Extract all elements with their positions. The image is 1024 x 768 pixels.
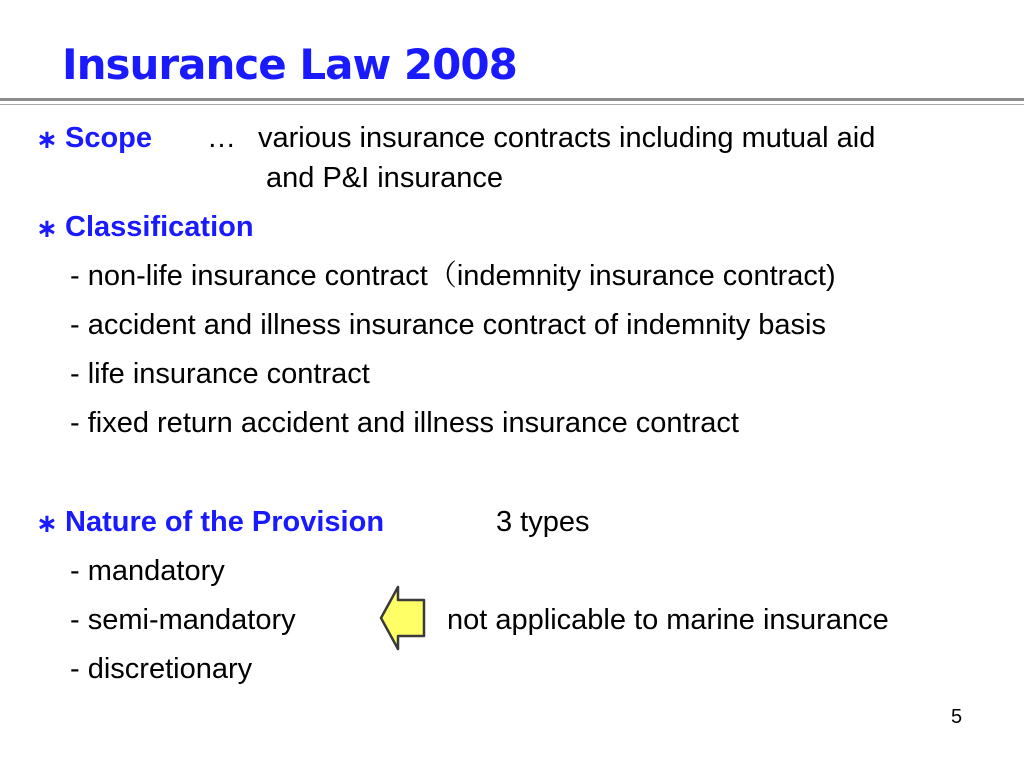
classification-item-fixed-return: - fixed return accident and illness insurance contract — [70, 407, 739, 439]
title-divider — [0, 98, 1024, 101]
provision-item-discretionary: - discretionary — [70, 653, 253, 685]
classification-heading: Classification — [65, 211, 254, 243]
provision-item-semi-mandatory: - semi-mandatory — [70, 604, 296, 636]
provision-note: not applicable to marine insurance — [447, 604, 889, 636]
classification-item-non-life: - non-life insurance contract（indemnity insurance contract) — [70, 260, 836, 292]
slide-title: Insurance Law 2008 — [62, 40, 517, 89]
left-arrow-icon — [378, 583, 428, 653]
provision-item-mandatory: - mandatory — [70, 555, 225, 587]
scope-ellipsis: … — [207, 122, 236, 154]
scope-text-line2: and P&I insurance — [266, 162, 503, 194]
page-number: 5 — [951, 706, 963, 728]
asterisk-bullet-icon: ∗ — [36, 508, 58, 538]
title-divider-thin — [0, 104, 1024, 105]
provision-heading: Nature of the Provision — [65, 506, 385, 538]
classification-item-life: - life insurance contract — [70, 358, 370, 390]
asterisk-bullet-icon: ∗ — [36, 213, 58, 243]
classification-item-accident-indemnity: - accident and illness insurance contract of indemnity basis — [70, 309, 826, 341]
provision-types-label: 3 types — [496, 506, 590, 538]
scope-text-line1: various insurance contracts including mutual aid — [258, 122, 876, 154]
scope-heading: Scope — [65, 122, 153, 154]
asterisk-bullet-icon: ∗ — [36, 124, 58, 154]
